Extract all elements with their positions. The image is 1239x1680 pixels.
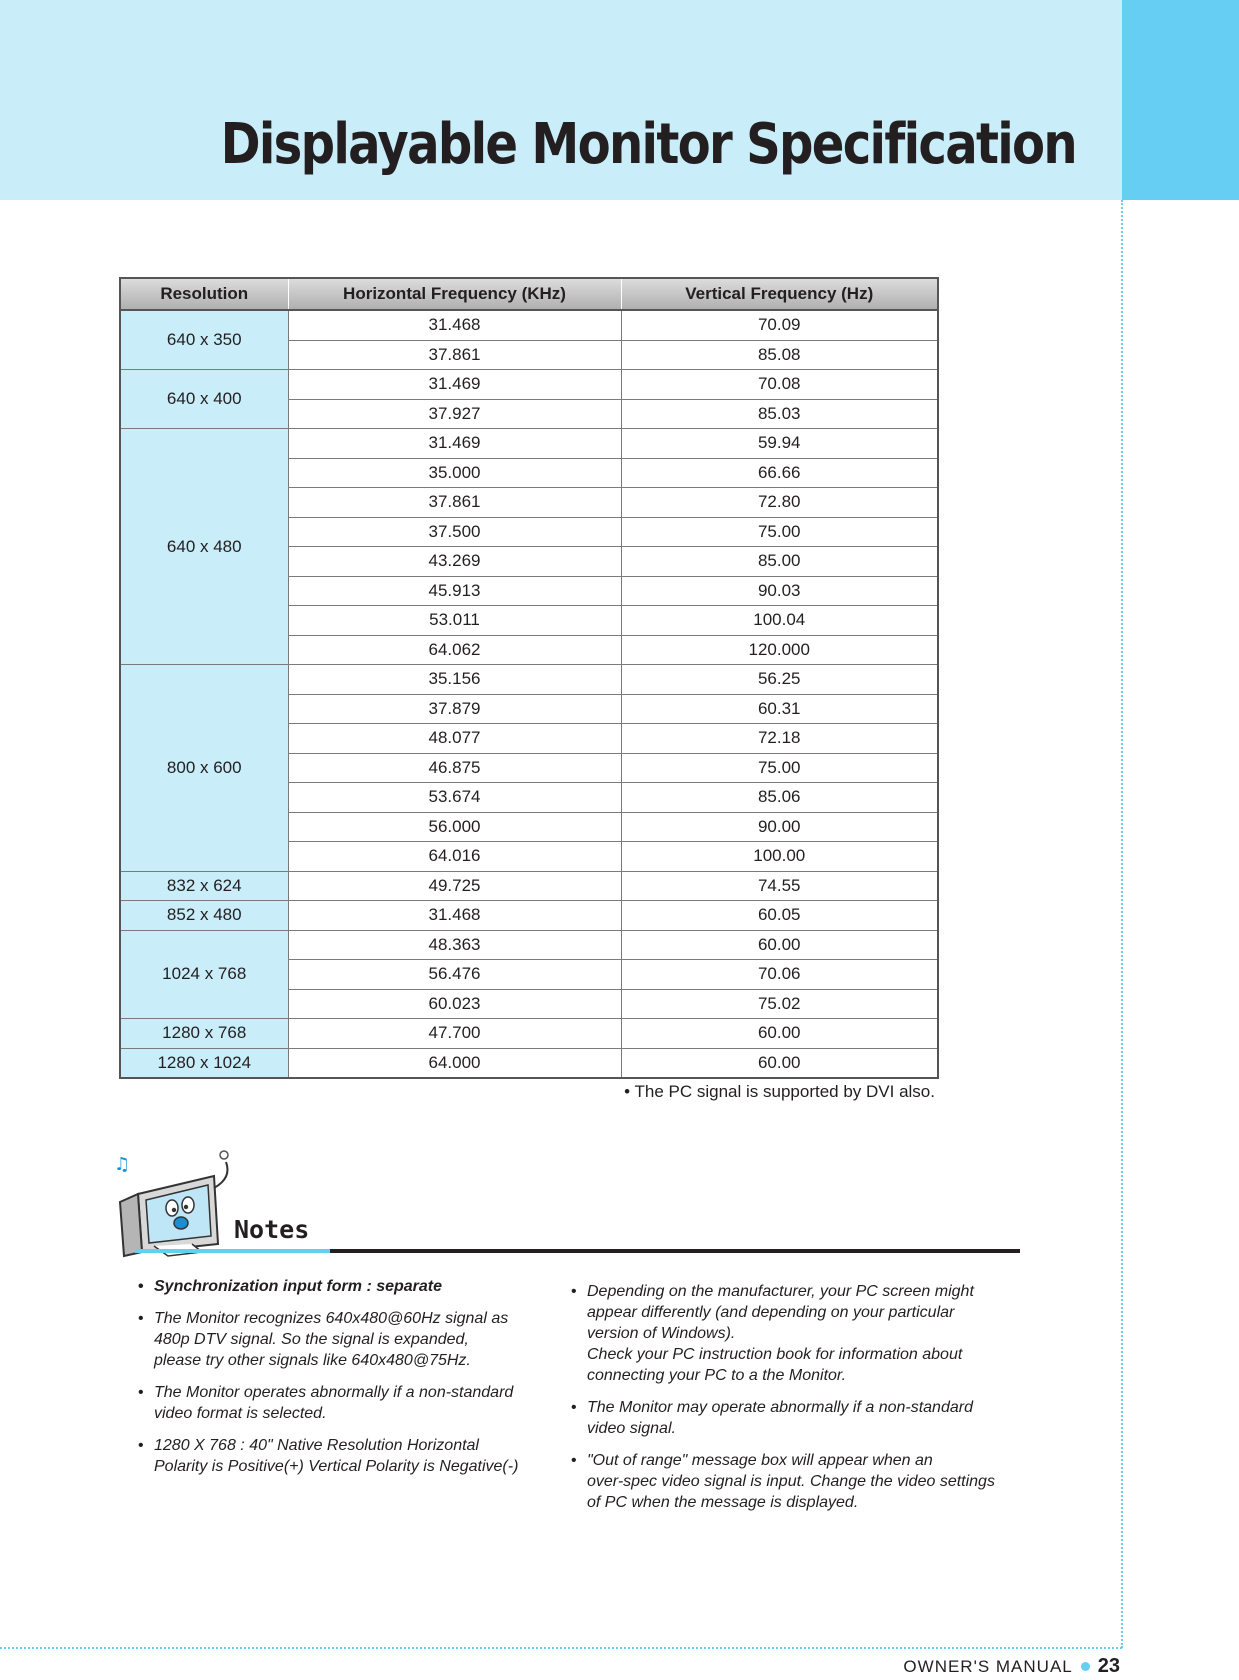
page-number: 23 — [1097, 1655, 1120, 1677]
note-item: • "Out of range" message box will appear when an over-spec video signal is input. Change the video settings of PC when the message is displayed. — [568, 1450, 1008, 1513]
table-row — [120, 1048, 938, 1078]
horizontal-frequency-cell: 53.011 — [288, 606, 621, 636]
horizontal-frequency-cell: 45.913 — [288, 576, 621, 606]
horizontal-frequency-cell: 37.861 — [288, 488, 621, 518]
horizontal-frequency-cell: 47.700 — [288, 1019, 621, 1049]
dvi-footnote: • The PC signal is supported by DVI also. — [624, 1082, 935, 1101]
resolution-cell: 1024 x 768 — [120, 930, 288, 1019]
horizontal-frequency-cell: 31.468 — [288, 310, 621, 340]
vertical-frequency-cell: 59.94 — [621, 429, 938, 459]
header-resolution: Resolution — [120, 278, 288, 310]
horizontal-frequency-cell: 48.077 — [288, 724, 621, 754]
table-row — [120, 1019, 938, 1049]
note-item: • 1280 X 768 : 40" Native Resolution Horizontal Polarity is Positive(+) Vertical Polarity is Negative(-) — [135, 1435, 530, 1477]
notes-title: Notes — [234, 1215, 310, 1244]
resolution-cell: 640 x 400 — [120, 370, 288, 429]
horizontal-frequency-cell: 31.469 — [288, 429, 621, 459]
vertical-frequency-cell: 85.03 — [621, 399, 938, 429]
resolution-cell: 800 x 600 — [120, 665, 288, 872]
notes-right-column — [568, 1281, 1008, 1524]
horizontal-frequency-cell: 43.269 — [288, 547, 621, 577]
vertical-frequency-cell: 60.31 — [621, 694, 938, 724]
side-tab — [1122, 0, 1239, 200]
note-item: • Synchronization input form : separate — [135, 1276, 530, 1297]
resolution-cell: 640 x 350 — [120, 310, 288, 370]
horizontal-frequency-cell: 56.000 — [288, 812, 621, 842]
table-header-row — [120, 278, 938, 310]
page-title: Displayable Monitor Specification — [220, 112, 1076, 177]
vertical-frequency-cell: 75.00 — [621, 517, 938, 547]
horizontal-frequency-cell: 37.879 — [288, 694, 621, 724]
resolution-cell: 832 x 624 — [120, 871, 288, 901]
resolution-cell: 1280 x 1024 — [120, 1048, 288, 1078]
notes-divider-accent — [135, 1249, 330, 1253]
resolution-cell: 1280 x 768 — [120, 1019, 288, 1049]
horizontal-frequency-cell: 60.023 — [288, 989, 621, 1019]
horizontal-frequency-cell: 64.062 — [288, 635, 621, 665]
notes-left-column — [135, 1276, 530, 1488]
header-vertical-frequency: Vertical Frequency (Hz) — [621, 278, 938, 310]
vertical-frequency-cell: 60.00 — [621, 930, 938, 960]
note-item: • The Monitor may operate abnormally if a non-standard video signal. — [568, 1397, 1008, 1439]
vertical-frequency-cell: 85.06 — [621, 783, 938, 813]
svg-text:♫: ♫ — [114, 1154, 131, 1175]
vertical-frequency-cell: 85.08 — [621, 340, 938, 370]
horizontal-frequency-cell: 46.875 — [288, 753, 621, 783]
header-horizontal-frequency: Horizontal Frequency (KHz) — [288, 278, 621, 310]
table-row — [120, 930, 938, 960]
vertical-frequency-cell: 75.00 — [621, 753, 938, 783]
vertical-frequency-cell: 70.06 — [621, 960, 938, 990]
vertical-frequency-cell: 120.000 — [621, 635, 938, 665]
table-body — [120, 310, 938, 1078]
horizontal-frequency-cell: 53.674 — [288, 783, 621, 813]
footer-label: OWNER'S MANUAL — [903, 1657, 1073, 1676]
vertical-frequency-cell: 70.09 — [621, 310, 938, 340]
vertical-frequency-cell: 70.08 — [621, 370, 938, 400]
vertical-frequency-cell: 56.25 — [621, 665, 938, 695]
table-row — [120, 429, 938, 459]
vertical-frequency-cell: 72.80 — [621, 488, 938, 518]
tv-mascot-icon — [114, 1148, 254, 1258]
vertical-frequency-cell: 90.03 — [621, 576, 938, 606]
vertical-frequency-cell: 90.00 — [621, 812, 938, 842]
vertical-frequency-cell: 60.00 — [621, 1048, 938, 1078]
horizontal-frequency-cell: 56.476 — [288, 960, 621, 990]
vertical-frequency-cell: 100.00 — [621, 842, 938, 872]
horizontal-frequency-cell: 35.156 — [288, 665, 621, 695]
horizontal-frequency-cell: 37.500 — [288, 517, 621, 547]
horizontal-frequency-cell: 64.016 — [288, 842, 621, 872]
horizontal-frequency-cell: 64.000 — [288, 1048, 621, 1078]
spec-table — [119, 277, 939, 1079]
horizontal-frequency-cell: 37.861 — [288, 340, 621, 370]
table-row — [120, 665, 938, 695]
vertical-frequency-cell: 85.00 — [621, 547, 938, 577]
vertical-frequency-cell: 100.04 — [621, 606, 938, 636]
horizontal-frequency-cell: 31.468 — [288, 901, 621, 931]
horizontal-frequency-cell: 31.469 — [288, 370, 621, 400]
horizontal-frequency-cell: 48.363 — [288, 930, 621, 960]
page-footer — [880, 1655, 1120, 1679]
resolution-cell: 852 x 480 — [120, 901, 288, 931]
resolution-cell: 640 x 480 — [120, 429, 288, 665]
note-item: • The Monitor recognizes 640x480@60Hz signal as 480p DTV signal. So the signal is expanded, please try other signals like 640x480@75Hz. — [135, 1308, 530, 1371]
horizontal-frequency-cell: 35.000 — [288, 458, 621, 488]
note-item: • The Monitor operates abnormally if a non-standard video format is selected. — [135, 1382, 530, 1424]
vertical-frequency-cell: 72.18 — [621, 724, 938, 754]
table-row — [120, 901, 938, 931]
horizontal-frequency-cell: 49.725 — [288, 871, 621, 901]
table-row — [120, 310, 938, 340]
page-border-bottom — [0, 1647, 1122, 1649]
vertical-frequency-cell: 60.00 — [621, 1019, 938, 1049]
footer-dot-icon — [1081, 1662, 1090, 1671]
table-row — [120, 370, 938, 400]
table-row — [120, 871, 938, 901]
vertical-frequency-cell: 66.66 — [621, 458, 938, 488]
horizontal-frequency-cell: 37.927 — [288, 399, 621, 429]
vertical-frequency-cell: 75.02 — [621, 989, 938, 1019]
page-border-right — [1121, 200, 1123, 1648]
note-item: • Depending on the manufacturer, your PC screen might appear differently (and depending on your particular version of Windows). Check your PC instruction book for information about connecting your PC to a the Monitor. — [568, 1281, 1008, 1386]
vertical-frequency-cell: 74.55 — [621, 871, 938, 901]
vertical-frequency-cell: 60.05 — [621, 901, 938, 931]
